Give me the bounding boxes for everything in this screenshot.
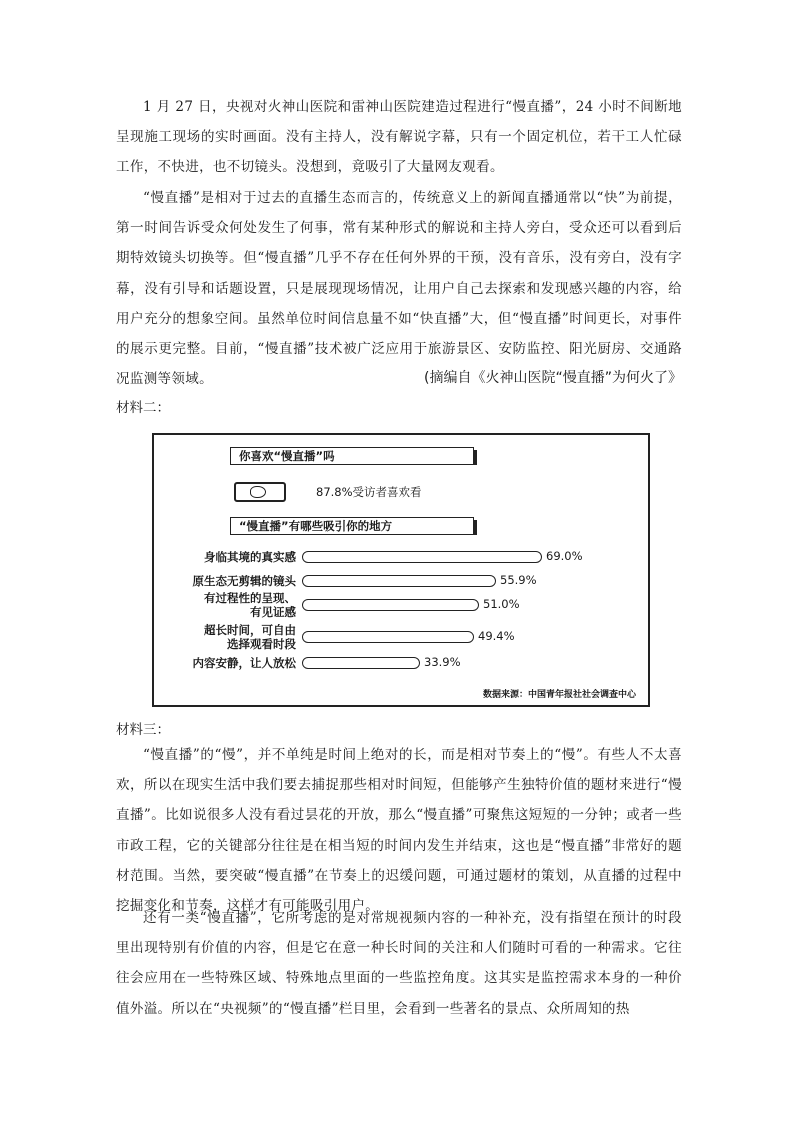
bar-3: [302, 599, 479, 611]
bar-1: [302, 551, 542, 563]
bar-label-2: 原生态无剪辑的镜头: [192, 574, 296, 588]
bar-value-2: 55.9%: [500, 573, 537, 587]
material2-label: 材料二：: [116, 400, 170, 416]
bar-2: [302, 575, 496, 587]
bar-4: [302, 631, 474, 643]
bar-label-1: 身临其境的真实感: [204, 550, 296, 564]
bar-value-4: 49.4%: [478, 629, 515, 643]
bar-value-1: 69.0%: [546, 549, 583, 563]
bar-label-3: 有过程性的呈现、 有见证感: [204, 591, 296, 619]
material3-paragraph-2: 还有一类“慢直播”，它所考虑的是对常规视频内容的一种补充，没有指望在预计的时段里出现特别有价值的内容，但是它在意一种长时间的关注和人们随时可看的一种需求。它往往会应用在一些特殊区域、特殊地点里面的一些监控角度。这其实是监控需求本身的一种价值外溢。所以在“央视频”的“慢直播”栏目里，会看到一些著名的景点、众所周知的热: [116, 910, 682, 1017]
survey-chart: [152, 433, 650, 707]
bar-5: [302, 657, 420, 669]
bar-value-5: 33.9%: [424, 655, 461, 669]
bar-value-3: 51.0%: [483, 597, 520, 611]
chart-question-2: “慢直播”有哪些吸引你的地方: [230, 517, 474, 535]
material1-paragraph-2: “慢直播”是相对于过去的直播生态而言的，传统意义上的新闻直播通常以“快”为前提，第一时间告诉受众何处发生了何事，常有某种形式的解说和主持人旁白，受众还可以看到后期特效镜头切换等。但“慢直播”几乎不存在任何外界的干预，没有音乐，没有旁白，没有字幕，没有引导和话题设置，只是展现现场情况，让用户自己去探索和发现感兴趣的内容，给用户充分的想象空间。虽然单位时间信息量不如“快直播”大，但“慢直播”时间更长，对事件的展示更完整。目前，“慢直播”技术被广泛应用于旅游景区、安防监控、阳光厨房、交通路况监测等领域。: [116, 190, 682, 388]
bar-label-4: 超长时间，可自由 选择观看时段: [204, 623, 296, 651]
chart-credit: 数据来源：中国青年报社社会调查中心: [482, 690, 636, 700]
material1-paragraph-1: 1 月 27 日，央视对火神山医院和雷神山医院建造过程进行“慢直播”，24 小时不间断地呈现施工现场的实时画面。没有主持人，没有解说字幕，只有一个固定机位，若干工人忙碌工作，不快进，也不切镜头。没想到，竟吸引了大量网友观看。: [116, 99, 682, 176]
video-play-icon: [234, 482, 286, 502]
material3-label: 材料三：: [116, 722, 170, 738]
chart-stat: 87.8%受访者喜欢看: [316, 485, 422, 499]
material1-source: (摘编自《火神山医院“慢直播”为何火了》: [424, 370, 682, 386]
chart-question-1: 你喜欢“慢直播”吗: [230, 447, 474, 465]
material3-paragraph-1: “慢直播”的“慢”，并不单纯是时间上绝对的长，而是相对节奏上的“慢”。有些人不太喜欢，所以在现实生活中我们要去捕捉那些相对时间短，但能够产生独特价值的题材来进行“慢直播”。比如说很多人没有看过昙花的开放，那么“慢直播”可聚焦这短短的一分钟；或者一些市政工程，它的关键部分往往是在相当短的时间内发生并结束，这也是“慢直播”非常好的题材范围。当然，要突破“慢直播”在节奏上的迟缓问题，可通过题材的策划，从直播的过程中挖掘变化和节奏，这样才有可能吸引用户。: [116, 747, 682, 915]
bar-label-5: 内容安静，让人放松: [192, 656, 296, 670]
